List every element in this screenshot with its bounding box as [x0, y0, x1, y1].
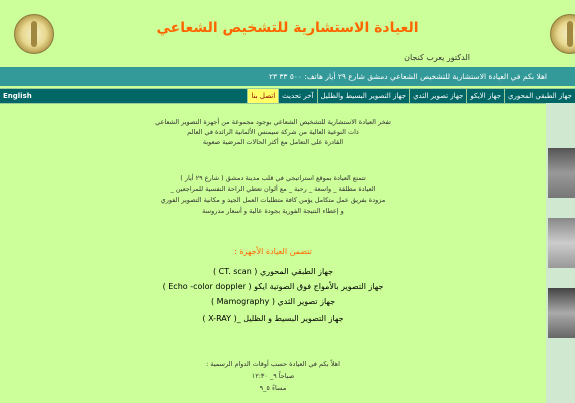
- intro-line: ذات النوعية العالية من شركة سيمنس الألمانية الرائدة في العالم: [187, 128, 359, 136]
- nav-last-update[interactable]: آخر تحديث: [278, 89, 316, 103]
- hours-line: صباحاً ٩_ ١٢:٣٠: [251, 372, 295, 380]
- nav-english-link[interactable]: English: [3, 92, 32, 100]
- nav-contact-us[interactable]: اتصل بنا: [247, 89, 278, 103]
- location-line: و إعطاء النتيجة الفورية بجودة عالية و أسعار مدروسة: [202, 207, 344, 215]
- device-item: جهاز التصوير البسيط و الظليل _( X-RAY ): [202, 314, 344, 323]
- nav-echo[interactable]: جهاز الايكو: [466, 89, 504, 103]
- nav-bar: [0, 88, 575, 104]
- hours-heading: اهلاً بكم في العيادة حسب أوقات الدوام الرسمية :: [206, 360, 340, 368]
- device-item: جهاز الطبقي المحوري ( CT. scan ): [212, 267, 334, 276]
- nav-ct-scan[interactable]: جهاز الطبقي المحوري: [504, 89, 575, 103]
- location-line: تتمتع العيادة بموقع استراتيجي في قلب مدينة دمشق ( شارع ٢٩ أيار ): [180, 174, 366, 182]
- nav-mammography[interactable]: جهاز تصوير الثدي: [409, 89, 466, 103]
- page-title: العيادة الاستشارية للتشخيص الشعاعي: [156, 20, 419, 36]
- intro-line: تفخر العيادة الاستشارية للتشخيص الشعاعي بوجود مجموعة من أجهزة التصوير الشعاعي: [155, 118, 391, 126]
- device-item: جهاز التصوير بالأمواج فوق الصوتية ايكو ( Echo -color doppler ): [162, 282, 384, 291]
- xray-photo-1: [548, 148, 575, 198]
- doctor-name: الدكتور يعرب كنجان: [404, 53, 470, 62]
- side-image-strip: [546, 103, 575, 403]
- hours-line: مساءً ٥_٩: [259, 384, 287, 392]
- xray-photo-2: [548, 218, 575, 268]
- devices-heading: تتضمن العيادة الأجهزة :: [234, 247, 312, 256]
- xray-photo-3: [548, 288, 575, 338]
- main-content: [0, 103, 546, 403]
- location-line: العيادة مطلقة _ واسعة _ رحبة _ مع ألوان تعطي الراحة النفسية للمراجعين _: [170, 185, 376, 193]
- nav-xray[interactable]: جهاز التصوير البسيط والظليل: [317, 89, 410, 103]
- location-line: مزودة بفريق عمل متكامل يؤمن كافة متطلبات العمل الجيد و مكانية التصوير الفوري: [160, 196, 386, 204]
- device-item: جهاز تصوير الثدي ( Mamography ): [210, 297, 336, 306]
- nav-spacer: [35, 89, 248, 103]
- intro-line: القادرة على التعامل مع أكثر الحالات المرضية صعوبة: [202, 138, 344, 146]
- contact-info-bar: اهلا بكم في العيادة الاستشارية للتشخيص الشعاعي دمشق شارع ٢٩ أيار هاتف: ٥٠٠ ٣٣ ٢٣: [0, 67, 575, 86]
